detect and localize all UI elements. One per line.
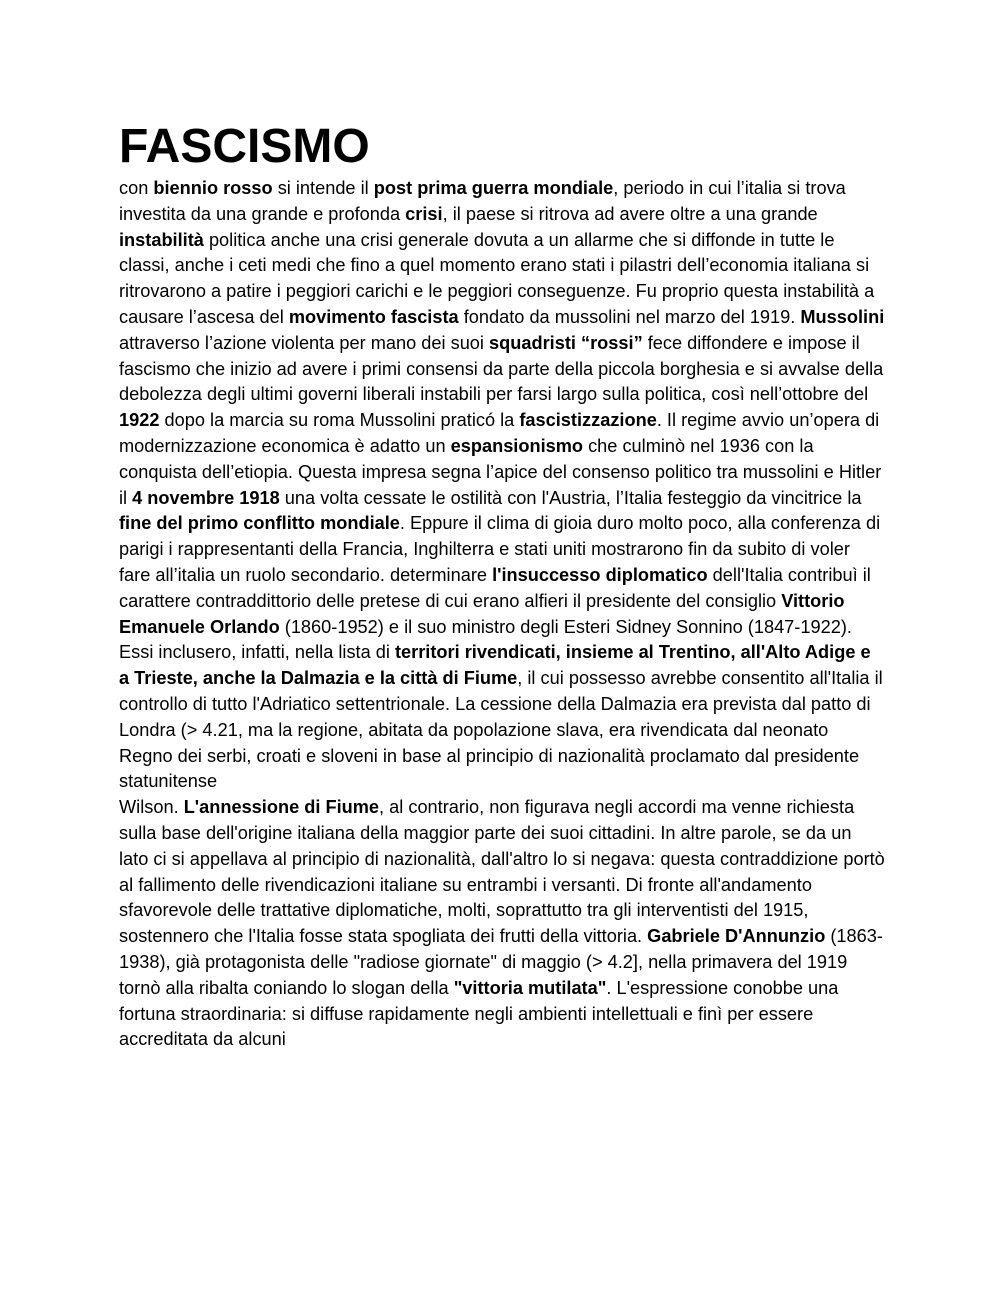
bold-text-run: crisi (405, 203, 443, 224)
text-run: dell'Italia contribuì il carattere contraddittorio delle pretese di cui erano alfieri il presidente del consiglio (119, 564, 871, 611)
bold-text-run: "vittoria mutilata" (453, 977, 607, 998)
text-run: attraverso l’azione violenta per mano dei suoi (119, 332, 490, 353)
bold-text-run: 4 novembre 1918 (132, 487, 280, 508)
bold-text-run: territori rivendicati, insieme al Trentino, all'Alto Adige e a Trieste, anche la Dalmazia e la città di Fiume (119, 642, 871, 689)
bold-text-run: 1922 (119, 410, 160, 431)
bold-text-run: squadristi “rossi” (489, 332, 643, 353)
bold-text-run: Gabriele D'Annunzio (647, 926, 826, 947)
bold-text-run: fascistizzazione (519, 410, 657, 431)
text-run: . L'espressione conobbe una fortuna straordinaria: si diffuse rapidamente negli ambienti intellettuali e finì per essere accreditata da alcuni (119, 977, 839, 1050)
paragraph-annessione-fiume (119, 795, 885, 1053)
bold-text-run: l'insuccesso diplomatico (492, 564, 708, 585)
text-run: . Eppure il clima di gioia duro molto poco, alla conferenza di parigi i rappresentanti della Francia, Inghilterra e stati uniti mostrarono fin da subito di voler fare all’italia un ruolo secondario. determinare (119, 513, 881, 585)
bold-text-run: instabilità (119, 229, 204, 250)
bold-text-run: fine del primo conflitto mondiale (119, 513, 400, 534)
text-run: fondato da mussolini nel marzo del 1919. (458, 306, 801, 327)
text-run: fece diffondere e impose il fascismo che inizio ad avere i primi consensi da parte della piccola borghesia e si avvalse della debolezza degli ultimi governi liberali instabili per farsi largo sulla politica, così nell’ottobre del (119, 332, 884, 405)
bold-text-run: movimento fascista (288, 306, 459, 327)
paragraph-fine-guerra (119, 486, 885, 796)
text-run: politica anche una crisi generale dovuta a un allarme che si diffonde in tutte le classi, anche i ceti medi che fino a quel momento erano stati i pilastri dell’economia italiana si ritrovarono a patire i peggiori carichi e le peggiori conseguenze. Fu proprio questa instabilità a causare l’ascesa del (119, 229, 875, 327)
bold-text-run: biennio rosso (153, 178, 273, 198)
text-run: , periodo in cui l’italia si trova investita da una grande e profonda (119, 178, 846, 224)
text-run: . Il regime avvio un’opera di modernizzazione economica è adatto un (119, 410, 880, 456)
bold-text-run: post prima guerra mondiale (373, 178, 614, 198)
text-run: si intende il (272, 178, 374, 198)
document-page (119, 120, 885, 1053)
text-run: , il paese si ritrova ad avere oltre a una grande (442, 203, 818, 224)
text-run: (1863-1938), già protagonista delle "radiose giornate" di maggio (> 4.2], nella primavera del 1919 tornò alla ribalta coniando lo slogan della (119, 926, 883, 998)
text-run: con (119, 178, 154, 198)
text-run: il (119, 487, 133, 508)
paragraph-biennio-rosso (119, 176, 885, 486)
bold-text-run: L'annessione di Fiume (183, 797, 380, 818)
bold-text-run: Mussolini (800, 306, 885, 327)
text-run: , al contrario, non figurava negli accordi ma venne richiesta sulla base dell'origine italiana della maggior parte dei suoi cittadini. In altre parole, se da un lato ci si appellava al principio di nazionalità, dall'altro lo si negava: questa contraddizione portò al fallimento delle rivendicazioni italiane su entrambi i versanti. Di fronte all'andamento sfavorevole delle trattative diplomatiche, molti, soprattutto tra gli interventisti del 1915, sostennero che l'Italia fosse stata spogliata dei frutti della vittoria. (119, 797, 885, 947)
document-title: FASCISMO (119, 120, 370, 173)
text-run: , il cui possesso avrebbe consentito all'Italia il controllo di tutto l'Adriatico settentrionale. La cessione della Dalmazia era prevista dal patto di Londra (> 4.21, ma la regione, abitata da popolazione slava, era rivendicata dal neonato Regno dei serbi, croati e sloveni in base al principio di nazionalità proclamato dal presidente statunitense (119, 668, 883, 792)
bold-text-run: espansionismo (450, 435, 584, 456)
text-run: una volta cessate le ostilità con l'Austria, l’Italia festeggio da vincitrice la (279, 487, 862, 508)
bold-text-run: Vittorio Emanuele Orlando (119, 590, 845, 637)
text-run: che culminò nel 1936 con la conquista dell’etiopia. Questa impresa segna l’apice del consenso politico tra mussolini e Hitler (119, 435, 882, 482)
text-run: Wilson. (119, 797, 184, 818)
text-run: dopo la marcia su roma Mussolini praticó la (159, 410, 520, 431)
text-run: (1860-1952) e il suo ministro degli Esteri Sidney Sonnino (1847-1922). Essi inclusero, infatti, nella lista di (119, 616, 852, 663)
document-body (119, 176, 885, 1053)
